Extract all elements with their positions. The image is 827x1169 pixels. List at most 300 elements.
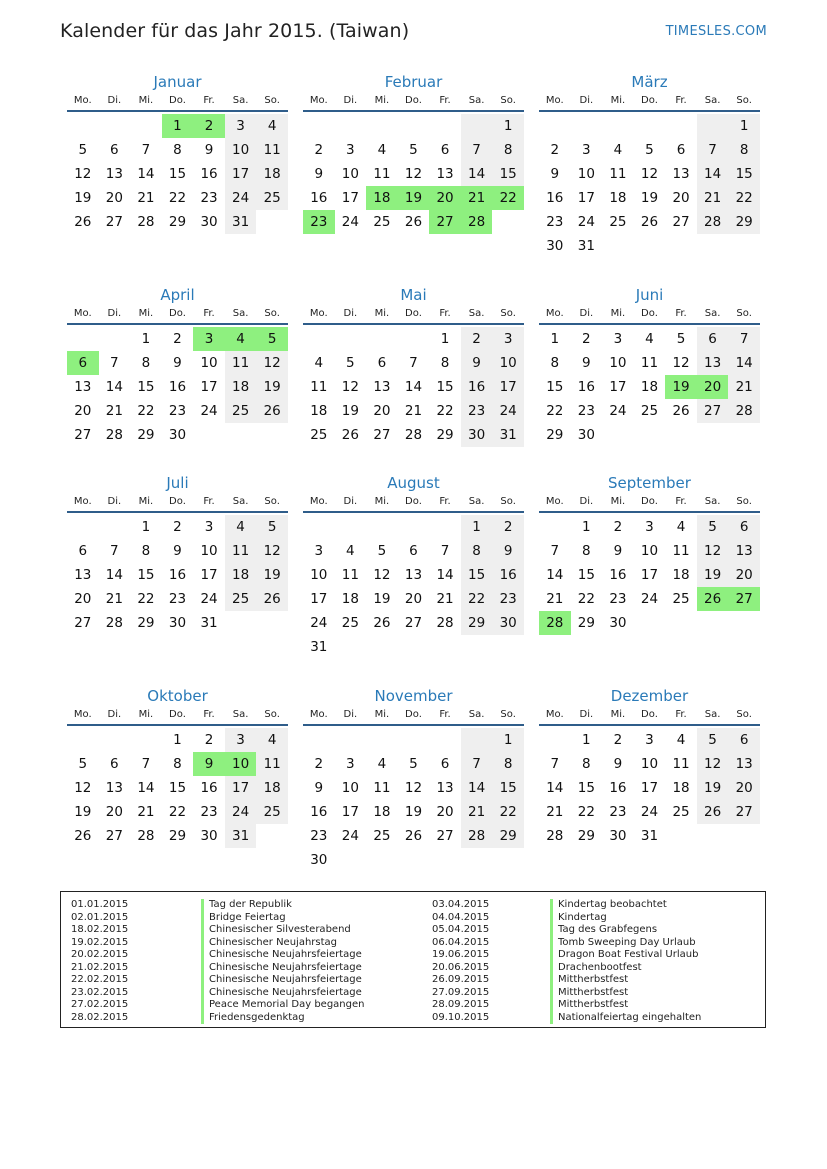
day-cell: 9	[613, 756, 623, 772]
holiday-day-cell: 9	[193, 752, 225, 776]
weekday-label: Sa.	[468, 496, 485, 507]
empty-cell	[67, 515, 99, 539]
day-cell: 22	[728, 186, 760, 210]
day-cell: 20	[105, 804, 123, 820]
day-cell: 6	[440, 142, 450, 158]
empty-cell	[634, 114, 666, 138]
day-cell: 12	[341, 379, 359, 395]
day-cell: 2	[204, 732, 214, 748]
weekday-label: Di.	[107, 95, 122, 106]
day-cell: 8	[141, 355, 151, 371]
day-cell: 28	[461, 824, 493, 848]
day-cell: 13	[105, 166, 123, 182]
weekday-header	[303, 307, 524, 325]
legend-date: 03.04.2015	[432, 899, 490, 910]
day-cell: 1	[492, 114, 524, 138]
legend-holiday-name: Tomb Sweeping Day Urlaub	[550, 937, 701, 950]
holiday-day-cell: 27	[728, 587, 760, 611]
weekday-header	[303, 708, 524, 726]
day-cell: 16	[492, 563, 524, 587]
day-cell: 8	[440, 355, 450, 371]
day-cell: 25	[373, 214, 391, 230]
day-cell: 15	[168, 780, 187, 796]
day-cell: 30	[200, 828, 218, 844]
day-cell: 6	[110, 142, 119, 158]
legend-date: 04.04.2015	[432, 911, 490, 923]
day-cell: 27	[436, 828, 454, 844]
weekday-label: Do.	[405, 95, 422, 106]
weekday-label: Di.	[579, 709, 594, 720]
day-cell: 10	[640, 543, 659, 559]
empty-cell	[366, 114, 398, 138]
day-cell: 17	[310, 591, 328, 607]
legend-holiday-name: Friedensgedenktag	[201, 1012, 364, 1025]
legend-date: 28.09.2015	[432, 999, 490, 1010]
weekday-label: Mo.	[545, 709, 564, 720]
month-3	[539, 70, 760, 283]
brand-logo-text[interactable]: TIMESLES.COM	[665, 24, 767, 39]
weekday-label: Di.	[343, 496, 358, 507]
day-cell: 13	[74, 379, 92, 395]
weekday-label: Mi.	[138, 95, 154, 106]
day-cell: 10	[225, 138, 257, 162]
day-cell: 15	[577, 567, 595, 583]
day-cell: 18	[672, 567, 690, 583]
holiday-day-cell: 2	[193, 114, 225, 138]
weekday-label: Mo.	[73, 496, 92, 507]
day-cell: 19	[74, 804, 92, 820]
day-cell: 8	[582, 543, 591, 559]
day-cell: 24	[200, 403, 218, 419]
day-cell: 23	[310, 828, 328, 844]
legend-date: 27.02.2015	[71, 999, 129, 1010]
day-cell: 3	[645, 519, 654, 535]
empty-cell	[366, 728, 398, 752]
day-cell: 31	[640, 828, 659, 844]
empty-cell	[665, 114, 697, 138]
day-cell: 9	[492, 539, 524, 563]
day-cell: 12	[697, 539, 729, 563]
day-cell: 21	[137, 804, 155, 820]
weekday-label: So.	[264, 308, 280, 319]
day-cell: 6	[676, 142, 686, 158]
day-cell: 28	[436, 615, 454, 631]
day-cell: 29	[168, 828, 187, 844]
day-cell: 6	[440, 756, 450, 772]
day-cell: 25	[256, 800, 288, 824]
day-cell: 25	[373, 828, 391, 844]
weekday-label: Do.	[169, 308, 186, 319]
day-cell: 11	[256, 752, 288, 776]
day-cell: 3	[225, 114, 257, 138]
day-cell: 12	[640, 166, 659, 182]
day-cell: 27	[105, 214, 123, 230]
day-cell: 23	[577, 403, 595, 419]
day-cell: 29	[137, 427, 155, 443]
day-cell: 1	[141, 331, 151, 347]
day-cell: 25	[225, 587, 257, 611]
day-cell: 17	[200, 567, 218, 583]
day-cell: 29	[546, 427, 564, 443]
day-cell: 27	[404, 615, 423, 631]
weekday-label: Sa.	[704, 308, 721, 319]
weekday-label: Sa.	[704, 709, 721, 720]
day-cell: 21	[728, 375, 760, 399]
day-cell: 5	[645, 142, 654, 158]
day-cell: 21	[137, 190, 155, 206]
day-cell: 8	[492, 138, 524, 162]
day-cell: 2	[173, 519, 182, 535]
day-cell: 19	[256, 375, 288, 399]
day-cell: 28	[105, 427, 123, 443]
day-cell: 3	[492, 327, 524, 351]
weekday-label: Fr.	[439, 709, 451, 720]
day-cell: 4	[256, 114, 288, 138]
weekday-header	[303, 495, 524, 513]
month-8	[303, 471, 524, 684]
day-cell: 19	[640, 190, 659, 206]
weekday-label: Fr.	[203, 95, 215, 106]
day-grid	[303, 515, 524, 659]
legend-date: 09.10.2015	[432, 1011, 490, 1023]
holiday-day-cell: 1	[162, 114, 194, 138]
month-name: Dezember	[610, 687, 689, 705]
day-cell: 15	[577, 780, 595, 796]
day-cell: 6	[377, 355, 387, 371]
day-cell: 7	[141, 756, 151, 772]
day-cell: 12	[74, 166, 92, 182]
day-cell: 17	[609, 379, 627, 395]
day-grid	[539, 114, 760, 258]
day-cell: 31	[577, 238, 595, 254]
day-cell: 27	[728, 800, 760, 824]
month-name: November	[374, 687, 453, 705]
legend-holiday-name: Drachenbootfest	[550, 962, 701, 975]
day-cell: 18	[640, 379, 659, 395]
legend-date: 06.04.2015	[432, 936, 490, 948]
weekday-label: Mo.	[545, 95, 564, 106]
weekday-label: Do.	[641, 308, 658, 319]
day-cell: 26	[256, 587, 288, 611]
day-cell: 1	[141, 519, 151, 535]
weekday-label: Fr.	[203, 709, 215, 720]
day-cell: 25	[672, 591, 690, 607]
weekday-label: Di.	[579, 308, 594, 319]
month-name: September	[608, 474, 691, 492]
weekday-label: Mo.	[73, 308, 92, 319]
day-cell: 3	[346, 756, 355, 772]
weekday-label: Di.	[579, 95, 594, 106]
day-cell: 24	[492, 399, 524, 423]
day-cell: 20	[728, 563, 760, 587]
day-cell: 7	[697, 138, 729, 162]
day-cell: 5	[697, 515, 729, 539]
weekday-label: Di.	[343, 95, 358, 106]
day-cell: 25	[256, 186, 288, 210]
legend-date: 23.02.2015	[71, 986, 129, 998]
weekday-label: Mi.	[374, 308, 390, 319]
day-cell: 16	[577, 379, 595, 395]
day-cell: 21	[404, 403, 423, 419]
weekday-label: Mi.	[138, 308, 154, 319]
day-cell: 17	[341, 190, 359, 206]
weekday-header	[67, 495, 288, 513]
empty-cell	[303, 327, 335, 351]
empty-cell	[429, 114, 461, 138]
legend-holiday-name: Chinesische Neujahrsfeiertage	[201, 949, 364, 962]
weekday-label: Sa.	[232, 308, 249, 319]
weekday-label: Do.	[169, 496, 186, 507]
empty-cell	[303, 515, 335, 539]
legend-date: 02.01.2015	[71, 911, 129, 923]
day-cell: 16	[546, 190, 564, 206]
weekday-header	[539, 94, 760, 112]
empty-cell	[398, 114, 430, 138]
day-cell: 16	[461, 375, 493, 399]
month-name: August	[387, 474, 440, 492]
day-cell: 13	[728, 539, 760, 563]
day-cell: 7	[550, 756, 560, 772]
weekday-label: Sa.	[232, 95, 249, 106]
day-cell: 14	[137, 780, 155, 796]
day-cell: 21	[461, 800, 493, 824]
day-cell: 15	[137, 567, 155, 583]
day-cell: 15	[492, 776, 524, 800]
day-cell: 21	[105, 403, 123, 419]
day-cell: 9	[550, 166, 560, 182]
month-name: Januar	[153, 73, 202, 91]
day-cell: 4	[645, 331, 654, 347]
day-cell: 17	[577, 190, 595, 206]
day-cell: 3	[613, 331, 623, 347]
holiday-day-cell: 26	[697, 587, 729, 611]
day-cell: 9	[173, 543, 182, 559]
holiday-day-cell: 6	[67, 351, 99, 375]
day-cell: 17	[225, 162, 257, 186]
legend-date: 05.04.2015	[432, 924, 490, 935]
weekday-label: Mo.	[309, 496, 328, 507]
empty-cell	[335, 728, 367, 752]
weekday-label: Fr.	[675, 95, 687, 106]
day-cell: 16	[168, 567, 187, 583]
day-cell: 23	[200, 804, 218, 820]
day-cell: 25	[640, 403, 659, 419]
day-cell: 2	[550, 142, 560, 158]
legend-holiday-name: Kindertag	[550, 912, 701, 925]
day-cell: 10	[609, 355, 627, 371]
weekday-label: Mi.	[610, 308, 626, 319]
day-cell: 7	[461, 752, 493, 776]
legend-holiday-name: Mittherbstfest	[550, 999, 701, 1012]
day-cell: 14	[546, 567, 564, 583]
weekday-label: Mi.	[138, 709, 154, 720]
day-cell: 17	[341, 804, 359, 820]
weekday-label: Do.	[641, 496, 658, 507]
legend-date: 19.02.2015	[71, 936, 129, 948]
weekday-label: Do.	[641, 709, 658, 720]
month-name: März	[631, 73, 668, 91]
weekday-label: Di.	[343, 308, 358, 319]
holiday-day-cell: 23	[303, 210, 335, 234]
day-cell: 31	[225, 210, 257, 234]
day-cell: 31	[225, 824, 257, 848]
day-cell: 8	[728, 138, 760, 162]
legend-holiday-name: Tag des Grabfegens	[550, 924, 701, 937]
day-cell: 14	[436, 567, 454, 583]
empty-cell	[398, 327, 430, 351]
empty-cell	[130, 114, 162, 138]
day-cell: 9	[314, 780, 324, 796]
weekday-label: Mi.	[610, 709, 626, 720]
weekday-label: Fr.	[203, 496, 215, 507]
day-cell: 9	[173, 355, 182, 371]
day-cell: 11	[341, 567, 359, 583]
day-grid	[303, 114, 524, 234]
holiday-day-cell: 21	[461, 186, 493, 210]
day-cell: 2	[173, 331, 182, 347]
day-cell: 16	[609, 780, 627, 796]
month-10	[67, 684, 288, 880]
day-cell: 10	[640, 756, 659, 772]
day-cell: 6	[728, 515, 760, 539]
day-cell: 4	[613, 142, 623, 158]
day-cell: 17	[225, 776, 257, 800]
day-cell: 22	[137, 403, 155, 419]
day-cell: 1	[582, 732, 591, 748]
weekday-label: So.	[736, 95, 752, 106]
day-cell: 12	[74, 780, 92, 796]
day-cell: 17	[200, 379, 218, 395]
day-cell: 2	[314, 756, 324, 772]
day-cell: 28	[546, 828, 564, 844]
day-cell: 5	[697, 728, 729, 752]
weekday-label: Mo.	[309, 709, 328, 720]
empty-cell	[303, 728, 335, 752]
weekday-label: Sa.	[232, 709, 249, 720]
day-cell: 19	[256, 563, 288, 587]
legend-holiday-name: Chinesische Neujahrsfeiertage	[201, 987, 364, 1000]
day-cell: 27	[672, 214, 690, 230]
day-cell: 1	[492, 728, 524, 752]
day-cell: 23	[200, 190, 218, 206]
day-cell: 12	[404, 780, 423, 796]
month-9	[539, 471, 760, 684]
month-5	[303, 283, 524, 471]
empty-cell	[366, 515, 398, 539]
day-cell: 7	[110, 543, 119, 559]
weekday-header	[539, 495, 760, 513]
legend-date: 20.06.2015	[432, 961, 490, 973]
holiday-day-cell: 22	[492, 186, 524, 210]
day-cell: 17	[492, 375, 524, 399]
day-cell: 15	[168, 166, 187, 182]
day-cell: 24	[341, 828, 359, 844]
day-cell: 4	[377, 756, 387, 772]
weekday-header	[67, 94, 288, 112]
day-cell: 3	[645, 732, 654, 748]
day-grid	[67, 515, 288, 635]
holiday-day-cell: 18	[366, 186, 398, 210]
day-cell: 11	[373, 780, 391, 796]
legend-holiday-name: Mittherbstfest	[550, 987, 701, 1000]
day-cell: 1	[440, 331, 450, 347]
day-cell: 24	[341, 214, 359, 230]
legend-dates-right	[432, 899, 489, 1024]
weekday-label: Sa.	[468, 95, 485, 106]
day-cell: 26	[697, 800, 729, 824]
day-cell: 6	[78, 543, 88, 559]
day-cell: 1	[461, 515, 493, 539]
empty-cell	[398, 515, 430, 539]
weekday-label: Mo.	[309, 308, 328, 319]
day-grid	[67, 728, 288, 848]
day-cell: 21	[697, 186, 729, 210]
day-cell: 29	[577, 615, 595, 631]
day-cell: 30	[461, 423, 493, 447]
month-name: April	[160, 286, 195, 304]
legend-holiday-name: Peace Memorial Day begangen	[201, 999, 364, 1012]
weekday-label: So.	[264, 95, 280, 106]
day-cell: 20	[105, 190, 123, 206]
day-cell: 30	[609, 615, 627, 631]
day-cell: 16	[168, 379, 187, 395]
day-cell: 5	[676, 331, 686, 347]
day-cell: 11	[225, 539, 257, 563]
empty-cell	[130, 728, 162, 752]
weekday-label: Sa.	[232, 496, 249, 507]
day-cell: 16	[200, 780, 218, 796]
day-cell: 13	[105, 780, 123, 796]
day-cell: 26	[404, 214, 423, 230]
weekday-label: Fr.	[439, 95, 451, 106]
day-cell: 16	[200, 166, 218, 182]
day-cell: 3	[204, 519, 214, 535]
day-cell: 28	[404, 427, 423, 443]
empty-cell	[602, 114, 634, 138]
month-name: Juni	[635, 286, 664, 304]
day-cell: 14	[728, 351, 760, 375]
empty-cell	[398, 728, 430, 752]
month-name: Mai	[400, 286, 427, 304]
day-cell: 26	[640, 214, 659, 230]
day-cell: 19	[404, 804, 423, 820]
day-cell: 4	[676, 732, 686, 748]
empty-cell	[335, 515, 367, 539]
day-cell: 2	[314, 142, 324, 158]
day-cell: 8	[173, 756, 182, 772]
weekday-label: Fr.	[675, 709, 687, 720]
legend-date: 27.09.2015	[432, 986, 490, 998]
legend-holiday-name: Chinesischer Silvesterabend	[201, 924, 364, 937]
day-cell: 3	[314, 543, 324, 559]
weekday-label: Mo.	[309, 95, 328, 106]
weekday-label: So.	[500, 709, 516, 720]
day-cell: 20	[436, 804, 454, 820]
holiday-day-cell: 19	[665, 375, 697, 399]
day-cell: 20	[74, 403, 92, 419]
day-cell: 25	[310, 427, 328, 443]
day-cell: 30	[168, 427, 187, 443]
legend-holiday-name: Chinesischer Neujahrstag	[201, 937, 364, 950]
weekday-header	[303, 94, 524, 112]
day-cell: 6	[728, 728, 760, 752]
day-cell: 29	[728, 210, 760, 234]
day-cell: 14	[404, 379, 423, 395]
day-cell: 28	[697, 210, 729, 234]
day-cell: 26	[373, 615, 391, 631]
weekday-label: Di.	[107, 308, 122, 319]
weekday-label: Fr.	[675, 308, 687, 319]
